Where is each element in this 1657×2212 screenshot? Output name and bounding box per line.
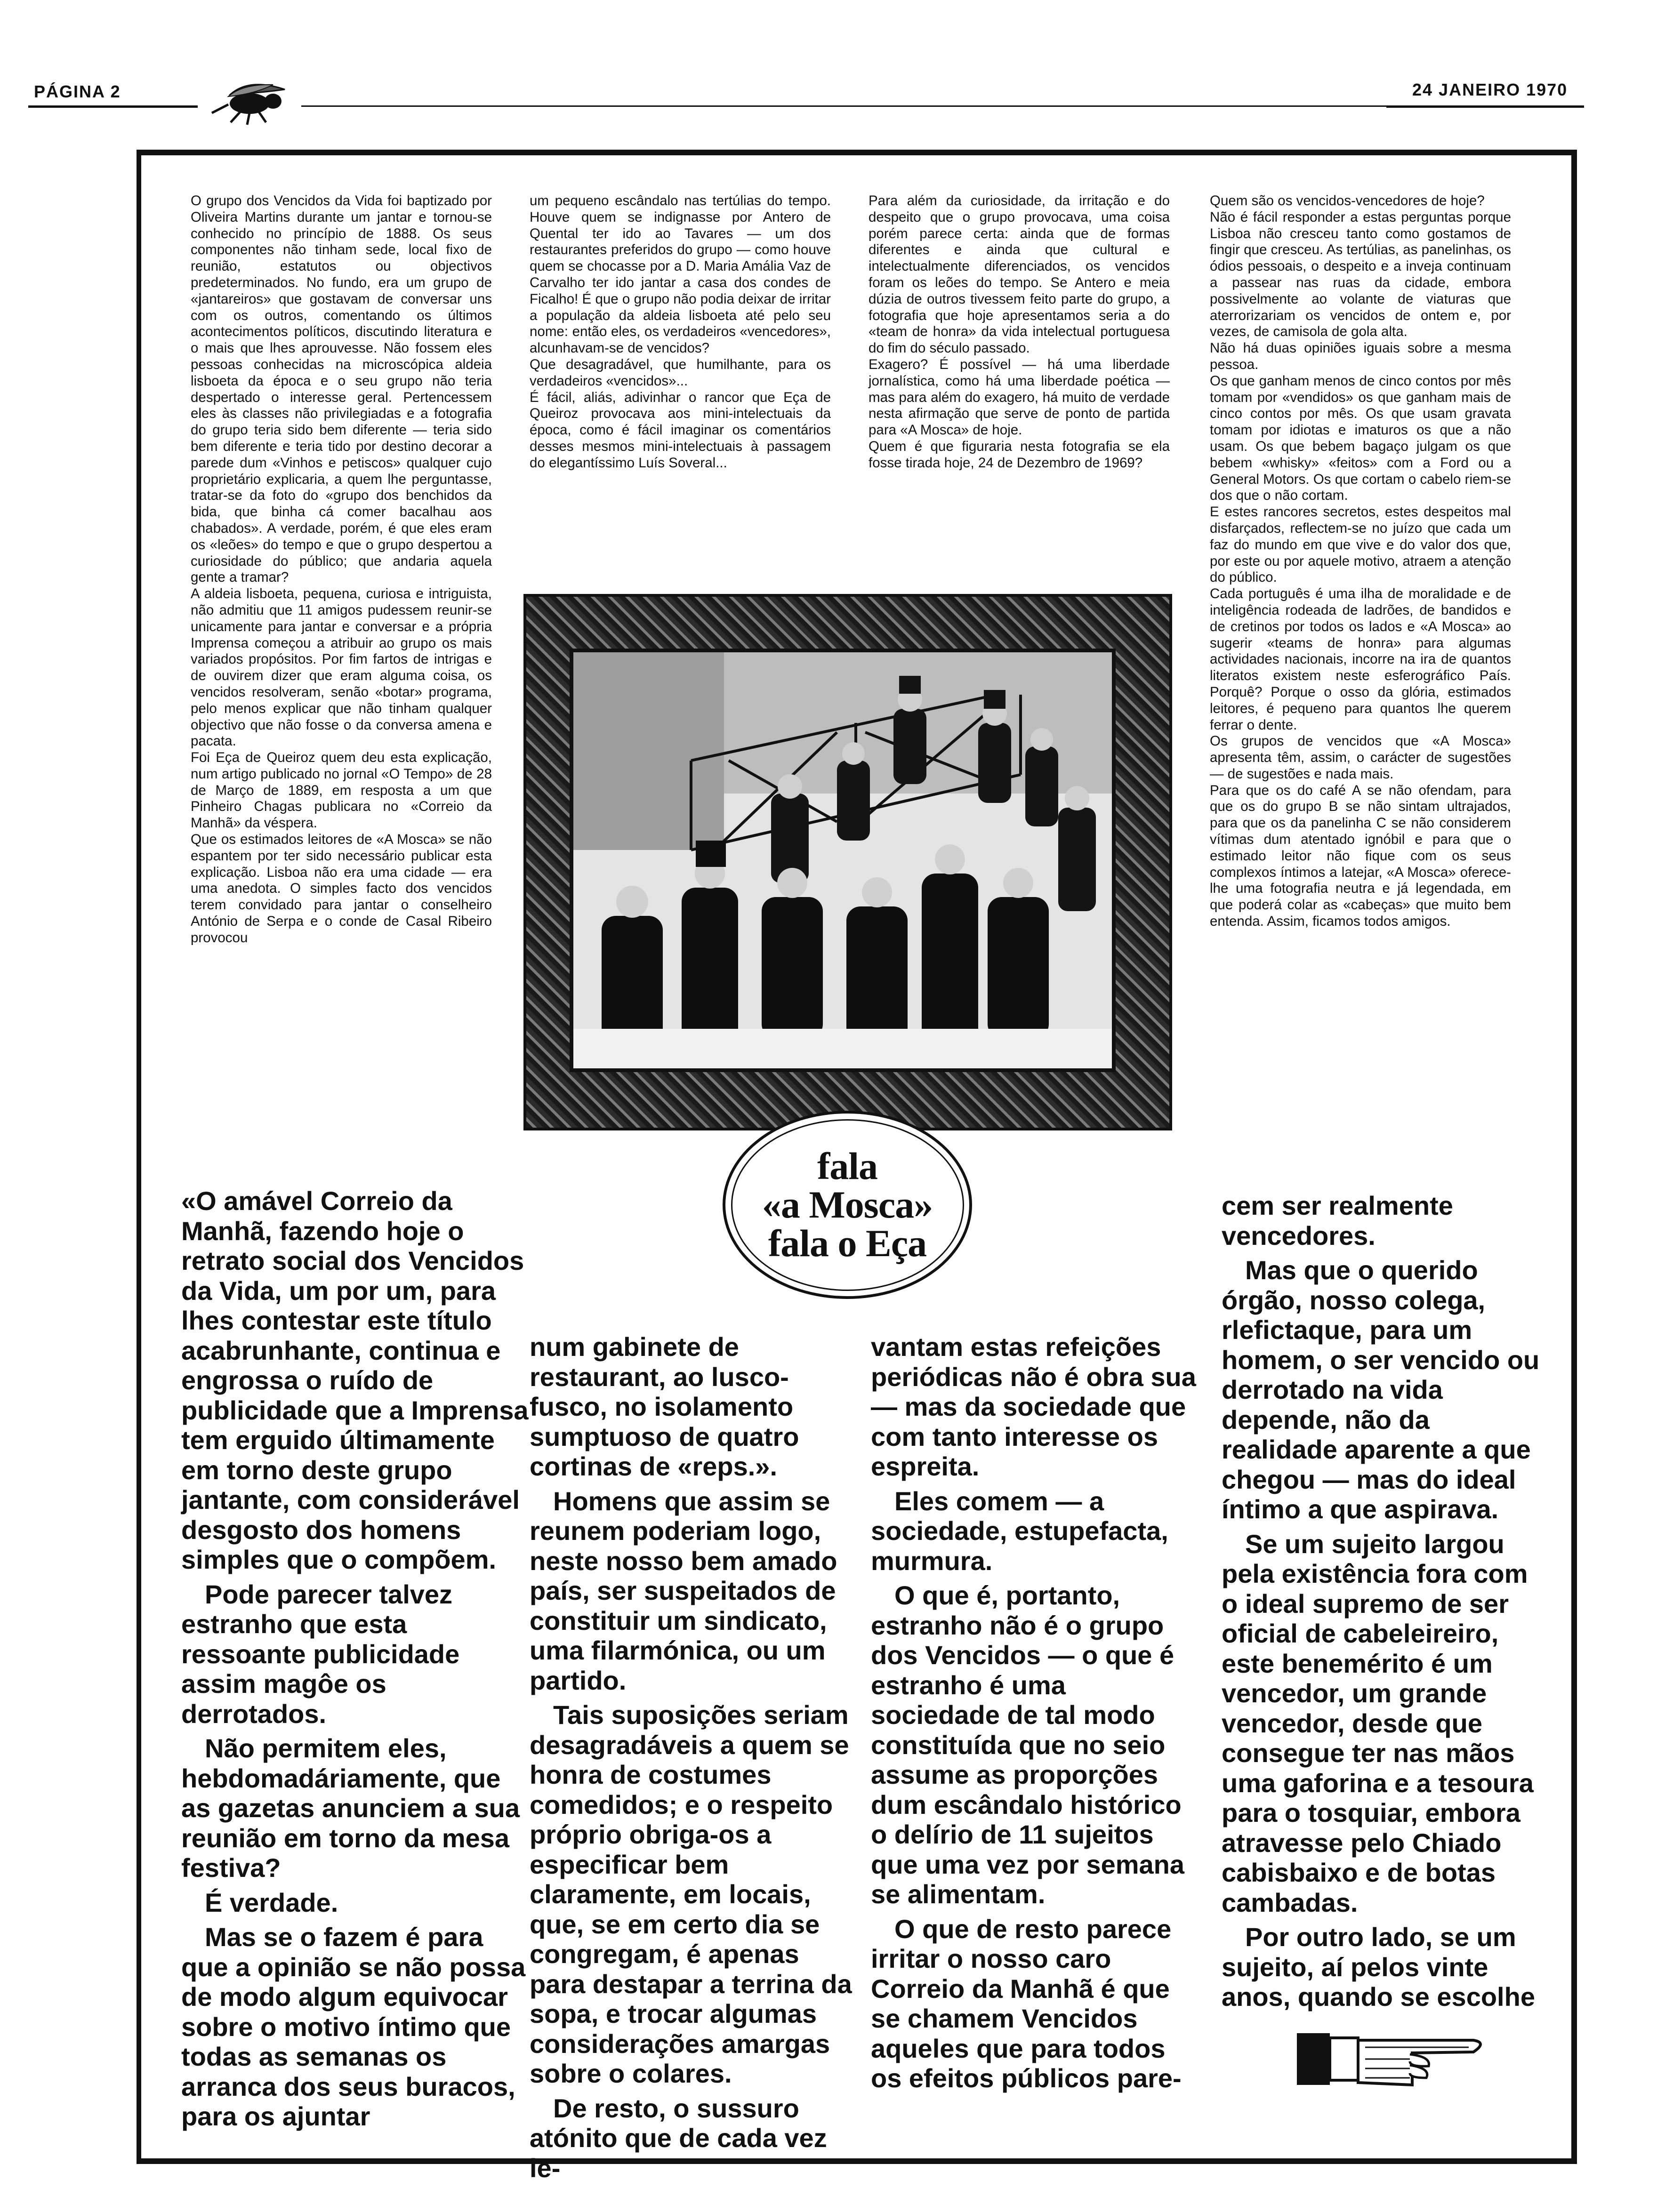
paragraph: O que de resto parece irritar o nosso caro Correio da Manhã é que se chamem Vencidos aqueles que para todos os efeitos públicos pare- xyxy=(871,1914,1182,2093)
paragraph: É verdade. xyxy=(205,1887,338,1917)
paragraph: Que desagradável, que humilhante, para os verdadeiros «vencidos»... xyxy=(530,356,831,389)
paragraph: vantam estas refeições periódicas não é obra sua — mas da sociedade que com tanto interesse os espreita. xyxy=(871,1332,1196,1481)
fly-icon xyxy=(202,75,297,127)
paragraph: num gabinete de restaurant, ao lusco-fusco, no isolamento sumptuoso de quatro cortinas de «reps.». xyxy=(530,1332,799,1481)
paragraph: Que os estimados leitores de «A Mosca» se não espantem por ter sido necessário publicar esta explicação. Lisboa não era uma cidade — era uma anedota. O simples facto dos vencidos terem convidado para jantar o conselheiro António de Serpa e o conde de Casal Ribeiro provocou xyxy=(191,832,492,946)
group-photo xyxy=(570,649,1116,1072)
top-column-3 xyxy=(869,193,1170,472)
header-rule-left xyxy=(28,105,198,108)
paragraph: Mas que o querido órgão, nosso colega, rlefictaque, para um homem, o ser vencido ou derrotado na vida depende, não da realidade aparente a que chegou — mas do ideal íntimo a que aspirava. xyxy=(1222,1255,1540,1524)
paragraph: Pode parecer talvez estranho que esta ressoante publicidade assim magôe os derrotados. xyxy=(181,1579,460,1729)
bottom-column-2 xyxy=(530,1332,859,2188)
bottom-column-4 xyxy=(1222,1191,1551,2017)
top-column-4 xyxy=(1210,193,1511,930)
paragraph: Eles comem — a sociedade, estupefacta, murmura. xyxy=(871,1486,1168,1576)
paragraph: Para que os do café A se não ofendam, para que os do grupo B se não sintam ultrajados, para que os da panelinha C se não considerem vítimas dum atentado ignóbil e para que o estimado leitor não fique com os seus complexos íntimos a latejar, «A Mosca» oferece-lhe uma fotografia neutra e já legendada, em que poderá colar as «cabeças» que muito bem entenda. Assim, ficamos todos amigos. xyxy=(1210,782,1511,930)
paragraph: cem ser realmente vencedores. xyxy=(1222,1191,1453,1250)
page-label: PÁGINA 2 xyxy=(34,82,121,101)
paragraph: Não há duas opiniões iguais sobre a mesma pessoa. xyxy=(1210,340,1511,372)
paragraph: Cada português é uma ilha de moralidade e de inteligência rodeada de ladrões, de bandidos e de cretinos por todos os lados e «A Mosca» ao sugerir «teams de honra» para algumas actividades nacionais, incorre na ira de quantos literatos existem neste esferográfico País. Porquê? Porque o osso da glória, estimados leitores, é pequeno para quantos lhe querem ferrar o dente. xyxy=(1210,586,1511,733)
paragraph: O que é, portanto, estranho não é o grupo dos Vencidos — o que é estranho é uma sociedade de tal modo constituída que no seio assume as proporções dum escândalo histórico o delírio de 11 sujeitos que uma vez por semana se alimentam. xyxy=(871,1580,1185,1909)
headline-badge xyxy=(723,1111,972,1299)
header-rule-mid xyxy=(301,105,1389,107)
badge-line-3: fala o Eça xyxy=(768,1222,927,1265)
page-date: 24 JANEIRO 1970 xyxy=(1412,80,1568,99)
bottom-column-1 xyxy=(181,1186,530,2136)
badge-line-1: fala xyxy=(817,1145,878,1187)
paragraph: A aldeia lisboeta, pequena, curiosa e intriguista, não admitiu que 11 amigos pudessem reunir-se unicamente para jantar e conversar e a própria Imprensa começou a atribuir ao grupo os mais variados propósitos. Por fim fartos de intrigas e de ouvirem dizer que eram alguma coisa, os vencidos resolveram, senão «botar» programa, pelo menos explicar que não tinham qualquer objectivo que não fosse o da conversa amena e pacata. xyxy=(191,586,492,749)
paragraph: Os que ganham menos de cinco contos por mês tomam por «vendidos» os que ganham mais de cinco contos por mês. Os que usam gravata tomam por idiotas e imaturos os que a não usam. Os que bebem bagaço julgam os que bebem «whisky» «feitos» com a Ford ou a General Motors. Os que cortam o cabelo riem-se dos que o não cortam. xyxy=(1210,373,1511,504)
paragraph: Exagero? É possível — há uma liberdade jornalística, como há uma liberdade poética — mas para além do exagero, há muito de verdade nesta afirmação que serve de ponto de partida para «A Mosca» de hoje. xyxy=(869,356,1170,438)
paragraph: Tais suposições seriam desagradáveis a quem se honra de costumes comedidos; e o respeito próprio obriga-os a especificar bem claramente, em locais, que, se em certo dia se congregam, é apenas para destapar a terrina da sopa, e trocar algumas considerações amargas sobre o colares. xyxy=(530,1700,852,2088)
paragraph: Por outro lado, se um sujeito, aí pelos vinte anos, quando se escolhe xyxy=(1222,1922,1535,2012)
top-column-1 xyxy=(191,193,492,946)
badge-line-2: «a Mosca» xyxy=(762,1183,933,1226)
bottom-column-3 xyxy=(871,1332,1200,2098)
paragraph: Se um sujeito largou pela existência fora com o ideal supremo de ser oficial de cabeleireiro, este benemérito é um vencedor, um grande vencedor, desde que consegue ter nas mãos uma gaforina e a tesoura para o tosquiar, embora atravesse pelo Chiado cabisbaixo e de botas cambadas. xyxy=(1222,1529,1534,1917)
paragraph: Quem são os vencidos-vencedores de hoje? xyxy=(1210,193,1485,208)
header-rule-right xyxy=(1386,105,1584,108)
paragraph: «O amável Correio da Manhã, fazendo hoje o retrato social dos Vencidos da Vida, um por um, para lhes contestar este título acabrunhante, continua e engrossa o ruído de publicidade que a Imprensa tem erguido últimamente em torno deste grupo jantante, com considerável desgosto dos homens simples que o compõem. xyxy=(181,1186,529,1574)
pointing-hand-icon xyxy=(1295,2014,1497,2094)
paragraph: De resto, o sussuro atónito que de cada vez le- xyxy=(530,2093,827,2183)
paragraph: Não permitem eles, hebdomadáriamente, que as gazetas anunciem a sua reunião em torno da mesa festiva? xyxy=(181,1733,520,1883)
paragraph: É fácil, aliás, adivinhar o rancor que Eça de Queiroz provocava aos mini-intelectuais da época, como é fácil imaginar os comentários desses mesmos mini-intelectuais à passagem do elegantíssimo Luís Soveral... xyxy=(530,389,831,471)
paragraph: E estes rancores secretos, estes despeitos mal disfarçados, reflectem-se no juízo que cada um faz do mundo em que vive e do valor dos que, por este ou por aquele motivo, atraem a atenção do público. xyxy=(1210,504,1511,585)
paragraph: Para além da curiosidade, da irritação e do despeito que o grupo provocava, uma coisa porém parece certa: ainda que de formas diferentes e ainda que cultural e intelectualmente diferenciados, os vencidos foram os leões do tempo. Se Antero e meia dúzia de outros tivessem feito parte do grupo, a fotografia que hoje apresentamos seria a do «team de honra» da vida intelectual portuguesa do fim do século passado. xyxy=(869,193,1170,356)
paragraph: Não é fácil responder a estas perguntas porque Lisboa não cresceu tanto como gostamos de fingir que cresceu. As tertúlias, as panelinhas, os ódios pessoais, o despeito e a inveja continuam a passear nas ruas da cidade, embora possivelmente ao volante de viaturas que aterrorizariam os vencidos de ontem e, por vezes, de camisola de gola alta. xyxy=(1210,209,1511,340)
paragraph: Quem é que figuraria nesta fotografia se ela fosse tirada hoje, 24 de Dezembro de 1969? xyxy=(869,438,1170,471)
paragraph: Mas se o fazem é para que a opinião se não possa de modo algum equivocar sobre o motivo íntimo que todas as semanas os arranca dos seus buracos, para os ajuntar xyxy=(181,1922,526,2131)
paragraph: Homens que assim se reunem poderiam logo, neste nosso bem amado país, ser suspeitados de constituir um sindicato, uma filarmónica, ou um partido. xyxy=(530,1486,837,1695)
paragraph: um pequeno escândalo nas tertúlias do tempo. Houve quem se indignasse por Antero de Quental ter ido ao Tavares — um dos restaurantes preferidos do grupo — como houve quem se chocasse por a D. Maria Amália Vaz de Carvalho ter ido jantar a casa dos condes de Ficalho! É que o grupo não podia deixar de irritar a população da aldeia lisboeta até pelo seu nome: então eles, os verdadeiros «vencedores», alcunhavam-se de vencidos? xyxy=(530,193,831,356)
paragraph: Os grupos de vencidos que «A Mosca» apresenta têm, assim, o carácter de sugestões — de sugestões e nada mais. xyxy=(1210,733,1511,782)
top-column-2 xyxy=(530,193,831,472)
paragraph: Foi Eça de Queiroz quem deu esta explicação, num artigo publicado no jornal «O Tempo» de 28 de Março de 1889, em resposta a um que Pinheiro Chagas publicara no «Correio da Manhã» da véspera. xyxy=(191,750,492,831)
paragraph: O grupo dos Vencidos da Vida foi baptizado por Oliveira Martins durante um jantar e tornou-se conhecido no princípio de 1888. Os seus componentes não tinham sede, local fixo de reunião, estatutos ou objectivos predeterminados. No fundo, era um grupo de «jantareiros» que gostavam de conversar uns com os outros, comentando os últimos acontecimentos políticos, discutindo literatura e o mais que lhes aprouvesse. Não fossem eles pessoas conhecidas na microscópica aldeia lisboeta da época e o seu grupo não teria despertado o interesse geral. Pertencessem eles às classes não privilegiadas e a fotografia do grupo teria sido bem diferente — teria sido bem diferente e teria tido por destino decorar a parede dum «Vinhos e petiscos» qualquer cujo proprietário explicaria, a quem lhe perguntasse, tratar-se da foto do «grupo dos benchidos da bida, que binha cá comer bacalhau aos chabados». A verdade, porém, é que eles eram os «leões» do tempo e que o grupo despertou a curiosidade do público; que andaria aquela gente a tramar? xyxy=(191,193,492,585)
